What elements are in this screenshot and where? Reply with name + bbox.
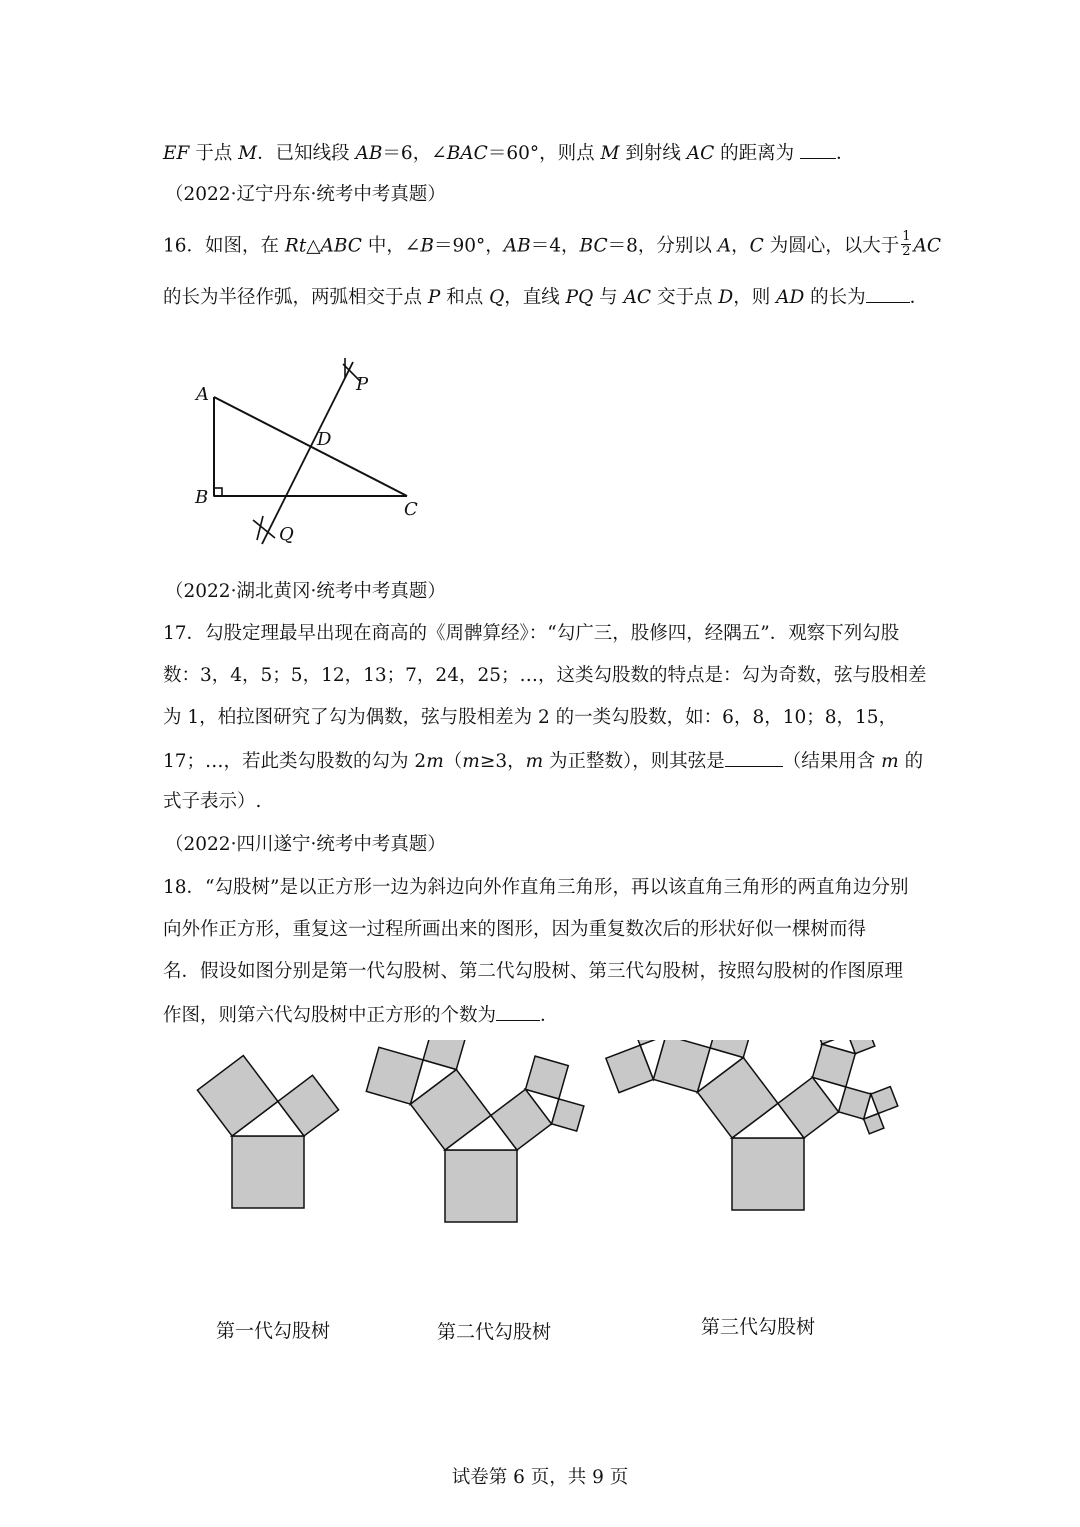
q17-text-line-4	[163, 748, 923, 774]
line-PQ	[262, 362, 353, 544]
triangle-figure	[185, 350, 435, 555]
right-angle-mark	[214, 488, 222, 496]
label-D: D	[317, 429, 332, 450]
caption-first-generation: 第一代勾股树	[216, 1320, 331, 1342]
q16-text-line-2	[163, 284, 928, 310]
text: 的长为半径作弧，两弧相交于点	[163, 287, 428, 308]
text: m	[881, 751, 899, 772]
square	[445, 1150, 517, 1222]
text: C	[749, 235, 764, 257]
text: ．	[836, 143, 855, 164]
text: ＝4，	[530, 235, 580, 257]
label-A: A	[196, 384, 209, 405]
q18-text-line-1: 18．“勾股树”是以正方形一边为斜边向外作直角三角形，再以该直角三角形的两直角边分别	[163, 877, 909, 898]
q17-text-line-2: 数：3，4，5；5，12，13；7，24，25；…，这类勾股数的特点是：勾为奇数，弦与股相差	[163, 665, 927, 686]
pythagoras-trees-figure	[0, 1040, 1080, 1330]
label-C: C	[404, 499, 418, 520]
text: m	[525, 751, 544, 772]
q18-text-line-4	[163, 1002, 559, 1028]
fraction-numerator: 1	[902, 229, 911, 244]
caption-third-generation: 第三代勾股树	[701, 1316, 816, 1338]
text: BC	[579, 235, 608, 257]
text: Q	[489, 287, 505, 308]
text: （结果用含	[782, 751, 882, 772]
answer-blank[interactable]	[800, 140, 836, 159]
text: ．已知线段	[257, 143, 356, 164]
text: AC	[623, 287, 652, 308]
caption-second-generation: 第二代勾股树	[437, 1321, 552, 1343]
text: ，	[731, 235, 750, 257]
text: ．	[909, 287, 929, 308]
text: 中，∠	[361, 235, 421, 257]
q15-text-line	[163, 140, 855, 166]
text: m	[426, 751, 444, 772]
q16-source: （2022·辽宁丹东·统考中考真题）	[165, 184, 446, 205]
text: ，直线	[504, 287, 566, 308]
square	[732, 1138, 804, 1210]
label-Q: Q	[279, 524, 294, 545]
text: ＝6，∠	[382, 143, 447, 164]
text: 到射线	[619, 143, 687, 164]
text: 于点	[189, 143, 239, 164]
text: M	[600, 143, 620, 164]
text: BAC	[446, 143, 488, 164]
label-P: P	[356, 374, 369, 395]
text: D	[718, 287, 734, 308]
text: 16．如图，在	[163, 235, 285, 257]
text: 作图，则第六代勾股树中正方形的个数为	[163, 1005, 497, 1026]
text: 的长为	[804, 287, 866, 308]
text: M	[238, 143, 258, 164]
text: 17；…，若此类勾股数的勾为 2	[163, 751, 427, 772]
text: ＝8，分别以	[607, 235, 718, 257]
text: ＝60°，则点	[487, 143, 601, 164]
label-B: B	[195, 487, 209, 508]
q17-text-line-1: 17．勾股定理最早出现在商高的《周髀算经》：“勾广三，股修四，经隅五”．观察下列勾股	[163, 623, 900, 644]
text: B	[420, 235, 434, 257]
text: ＝90°，	[433, 235, 504, 257]
text: 与	[593, 287, 624, 308]
text: （	[443, 751, 463, 772]
text: 交于点	[651, 287, 719, 308]
text: ．	[540, 1005, 559, 1026]
q17-source: （2022·湖北黄冈·统考中考真题）	[165, 581, 446, 602]
answer-blank[interactable]	[496, 1002, 540, 1021]
text: 为圆心，以大于	[763, 235, 900, 257]
text: A	[717, 235, 732, 257]
page-footer: 试卷第 6 页，共 9 页	[451, 1467, 629, 1488]
answer-blank[interactable]	[725, 748, 783, 767]
text: AB	[503, 235, 531, 257]
text: AC	[913, 235, 941, 257]
fraction-denominator: 2	[902, 244, 911, 259]
text: 为正整数），则其弦是	[543, 751, 725, 772]
text: ，则	[733, 287, 777, 308]
text: Rt△ABC	[284, 235, 362, 257]
text: ≥3，	[479, 751, 526, 772]
square	[232, 1136, 304, 1208]
text: 的	[898, 751, 924, 772]
q18-text-line-2: 向外作正方形，重复这一过程所画出来的图形，因为重复数次后的形状好似一棵树而得	[163, 919, 867, 940]
text: AD	[776, 287, 805, 308]
text: PQ	[565, 287, 594, 308]
answer-blank[interactable]	[866, 284, 910, 303]
q17-text-line-5: 式子表示）.	[163, 791, 262, 812]
text: 和点	[440, 287, 490, 308]
text: P	[427, 287, 441, 308]
text: m	[462, 751, 480, 772]
q18-text-line-3: 名．假设如图分别是第一代勾股树、第二代勾股树、第三代勾股树，按照勾股树的作图原理	[163, 961, 904, 982]
q16-text-line-1	[163, 229, 941, 261]
text: 的距离为	[714, 143, 800, 164]
text: AC	[686, 143, 715, 164]
text: AB	[355, 143, 383, 164]
q17-text-line-3: 为 1，柏拉图研究了勾为偶数，弦与股相差为 2 的一类勾股数，如：6，8，10；8，15，	[163, 707, 898, 728]
fraction-one-half	[901, 230, 911, 259]
q18-source: （2022·四川遂宁·统考中考真题）	[165, 834, 446, 855]
text: EF	[163, 143, 190, 164]
